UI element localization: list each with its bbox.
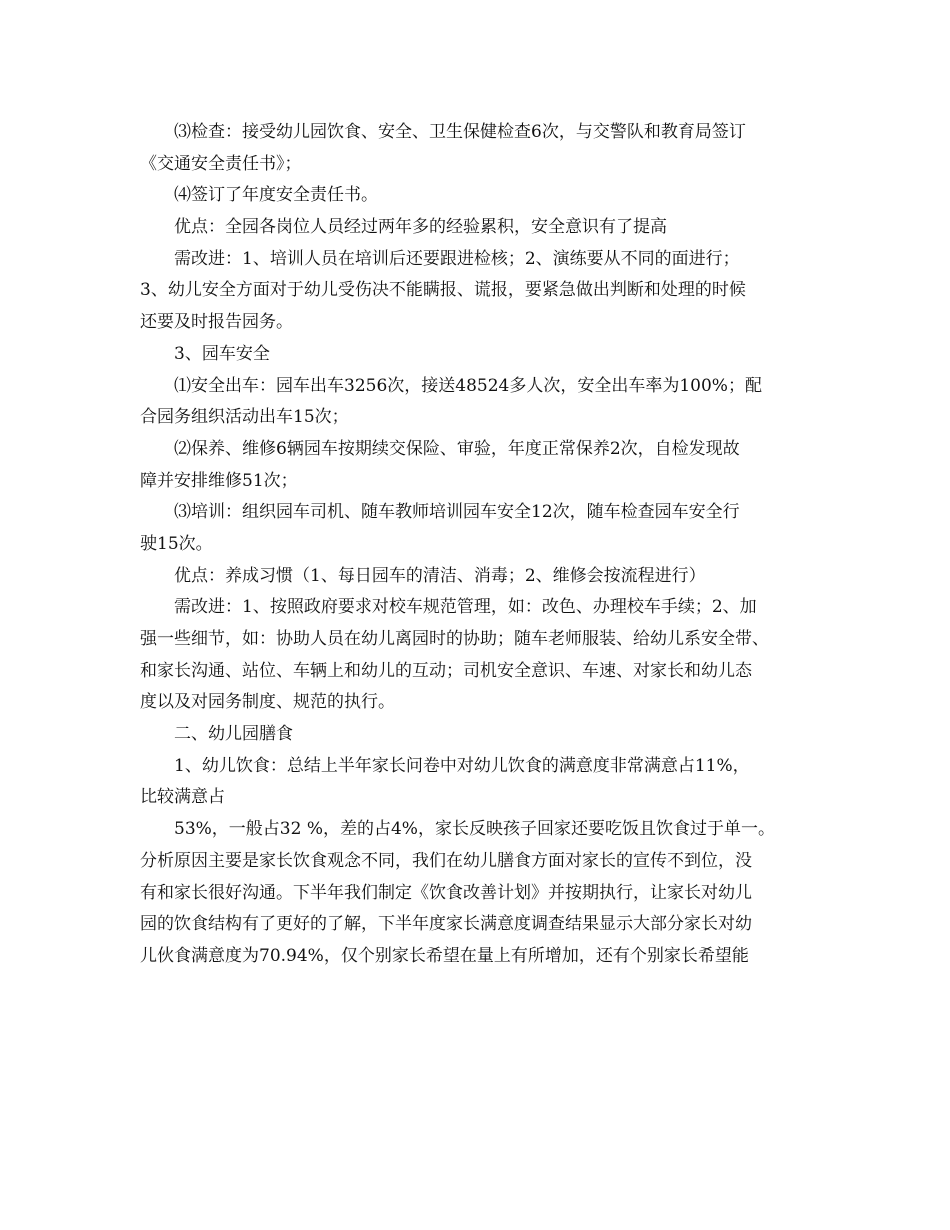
text-line: 分析原因主要是家长饮食观念不同，我们在幼儿膳食方面对家长的宣传不到位，没 [140, 850, 752, 871]
text-line: 儿伙食满意度为70.94%，仅个别家长希望在量上有所增加，还有个别家长希望能 [140, 945, 749, 966]
text-line: 度以及对园务制度、规范的执行。 [140, 692, 395, 713]
text-line: 《交通安全责任书》； [140, 153, 302, 174]
text-line: 3、幼儿安全方面对于幼儿受伤决不能瞒报、谎报，要紧急做出判断和处理的时候 [140, 280, 746, 301]
text-line: 和家长沟通、站位、车辆上和幼儿的互动；司机安全意识、车速、对家长和幼儿态 [140, 660, 752, 681]
text-line: 合园务组织活动出车15次； [140, 407, 349, 428]
text-line: 3、园车安全 [174, 343, 270, 364]
text-line: 1、幼儿饮食：总结上半年家长问卷中对幼儿饮食的满意度非常满意占11%， [174, 755, 750, 776]
text-line: 53%，一般占32 %，差的占4%，家长反映孩子回家还要吃饭且饮食过于单一。 [174, 819, 775, 840]
text-line: 二、幼儿园膳食 [174, 724, 293, 745]
text-line: 园的饮食结构有了更好的了解，下半年度家长满意度调查结果显示大部分家长对幼 [140, 914, 752, 935]
text-line: 需改进：1、培训人员在培训后还要跟进检核；2、演练要从不同的面进行； [174, 248, 740, 269]
text-line: ⑵保养、维修6辆园车按期续交保险、审验，年度正常保养2次，自检发现故 [174, 438, 740, 459]
text-line: ⑴安全出车：园车出车3256次，接送48524多人次，安全出车率为100%；配 [174, 375, 762, 396]
text-line: 障并安排维修51次； [140, 470, 298, 491]
text-line: 强一些细节，如：协助人员在幼儿离园时的协助；随车老师服装、给幼儿系安全带、 [140, 629, 769, 649]
text-line: 优点：养成习惯（1、每日园车的清洁、消毒；2、维修会按流程进行） [174, 565, 706, 586]
text-line: 驶15次。 [140, 533, 213, 554]
text-line: 需改进：1、按照政府要求对校车规范管理，如：改色、办理校车手续；2、加 [174, 597, 757, 618]
document-body [140, 117, 820, 973]
text-line: 有和家长很好沟通。下半年我们制定《饮食改善计划》并按期执行，让家长对幼儿 [140, 882, 752, 903]
text-line: 优点：全园各岗位人员经过两年多的经验累积，安全意识有了提高 [174, 217, 667, 238]
text-line: 比较满意占 [140, 787, 225, 808]
text-line: ⑷签订了年度安全责任书。 [174, 185, 378, 206]
text-line: ⑶培训：组织园车司机、随车教师培训园车安全12次，随车检查园车安全行 [174, 502, 740, 523]
text-line: 还要及时报告园务。 [140, 312, 293, 333]
text-line: ⑶检查：接受幼儿园饮食、安全、卫生保健检查6次，与交警队和教育局签订 [174, 122, 746, 142]
